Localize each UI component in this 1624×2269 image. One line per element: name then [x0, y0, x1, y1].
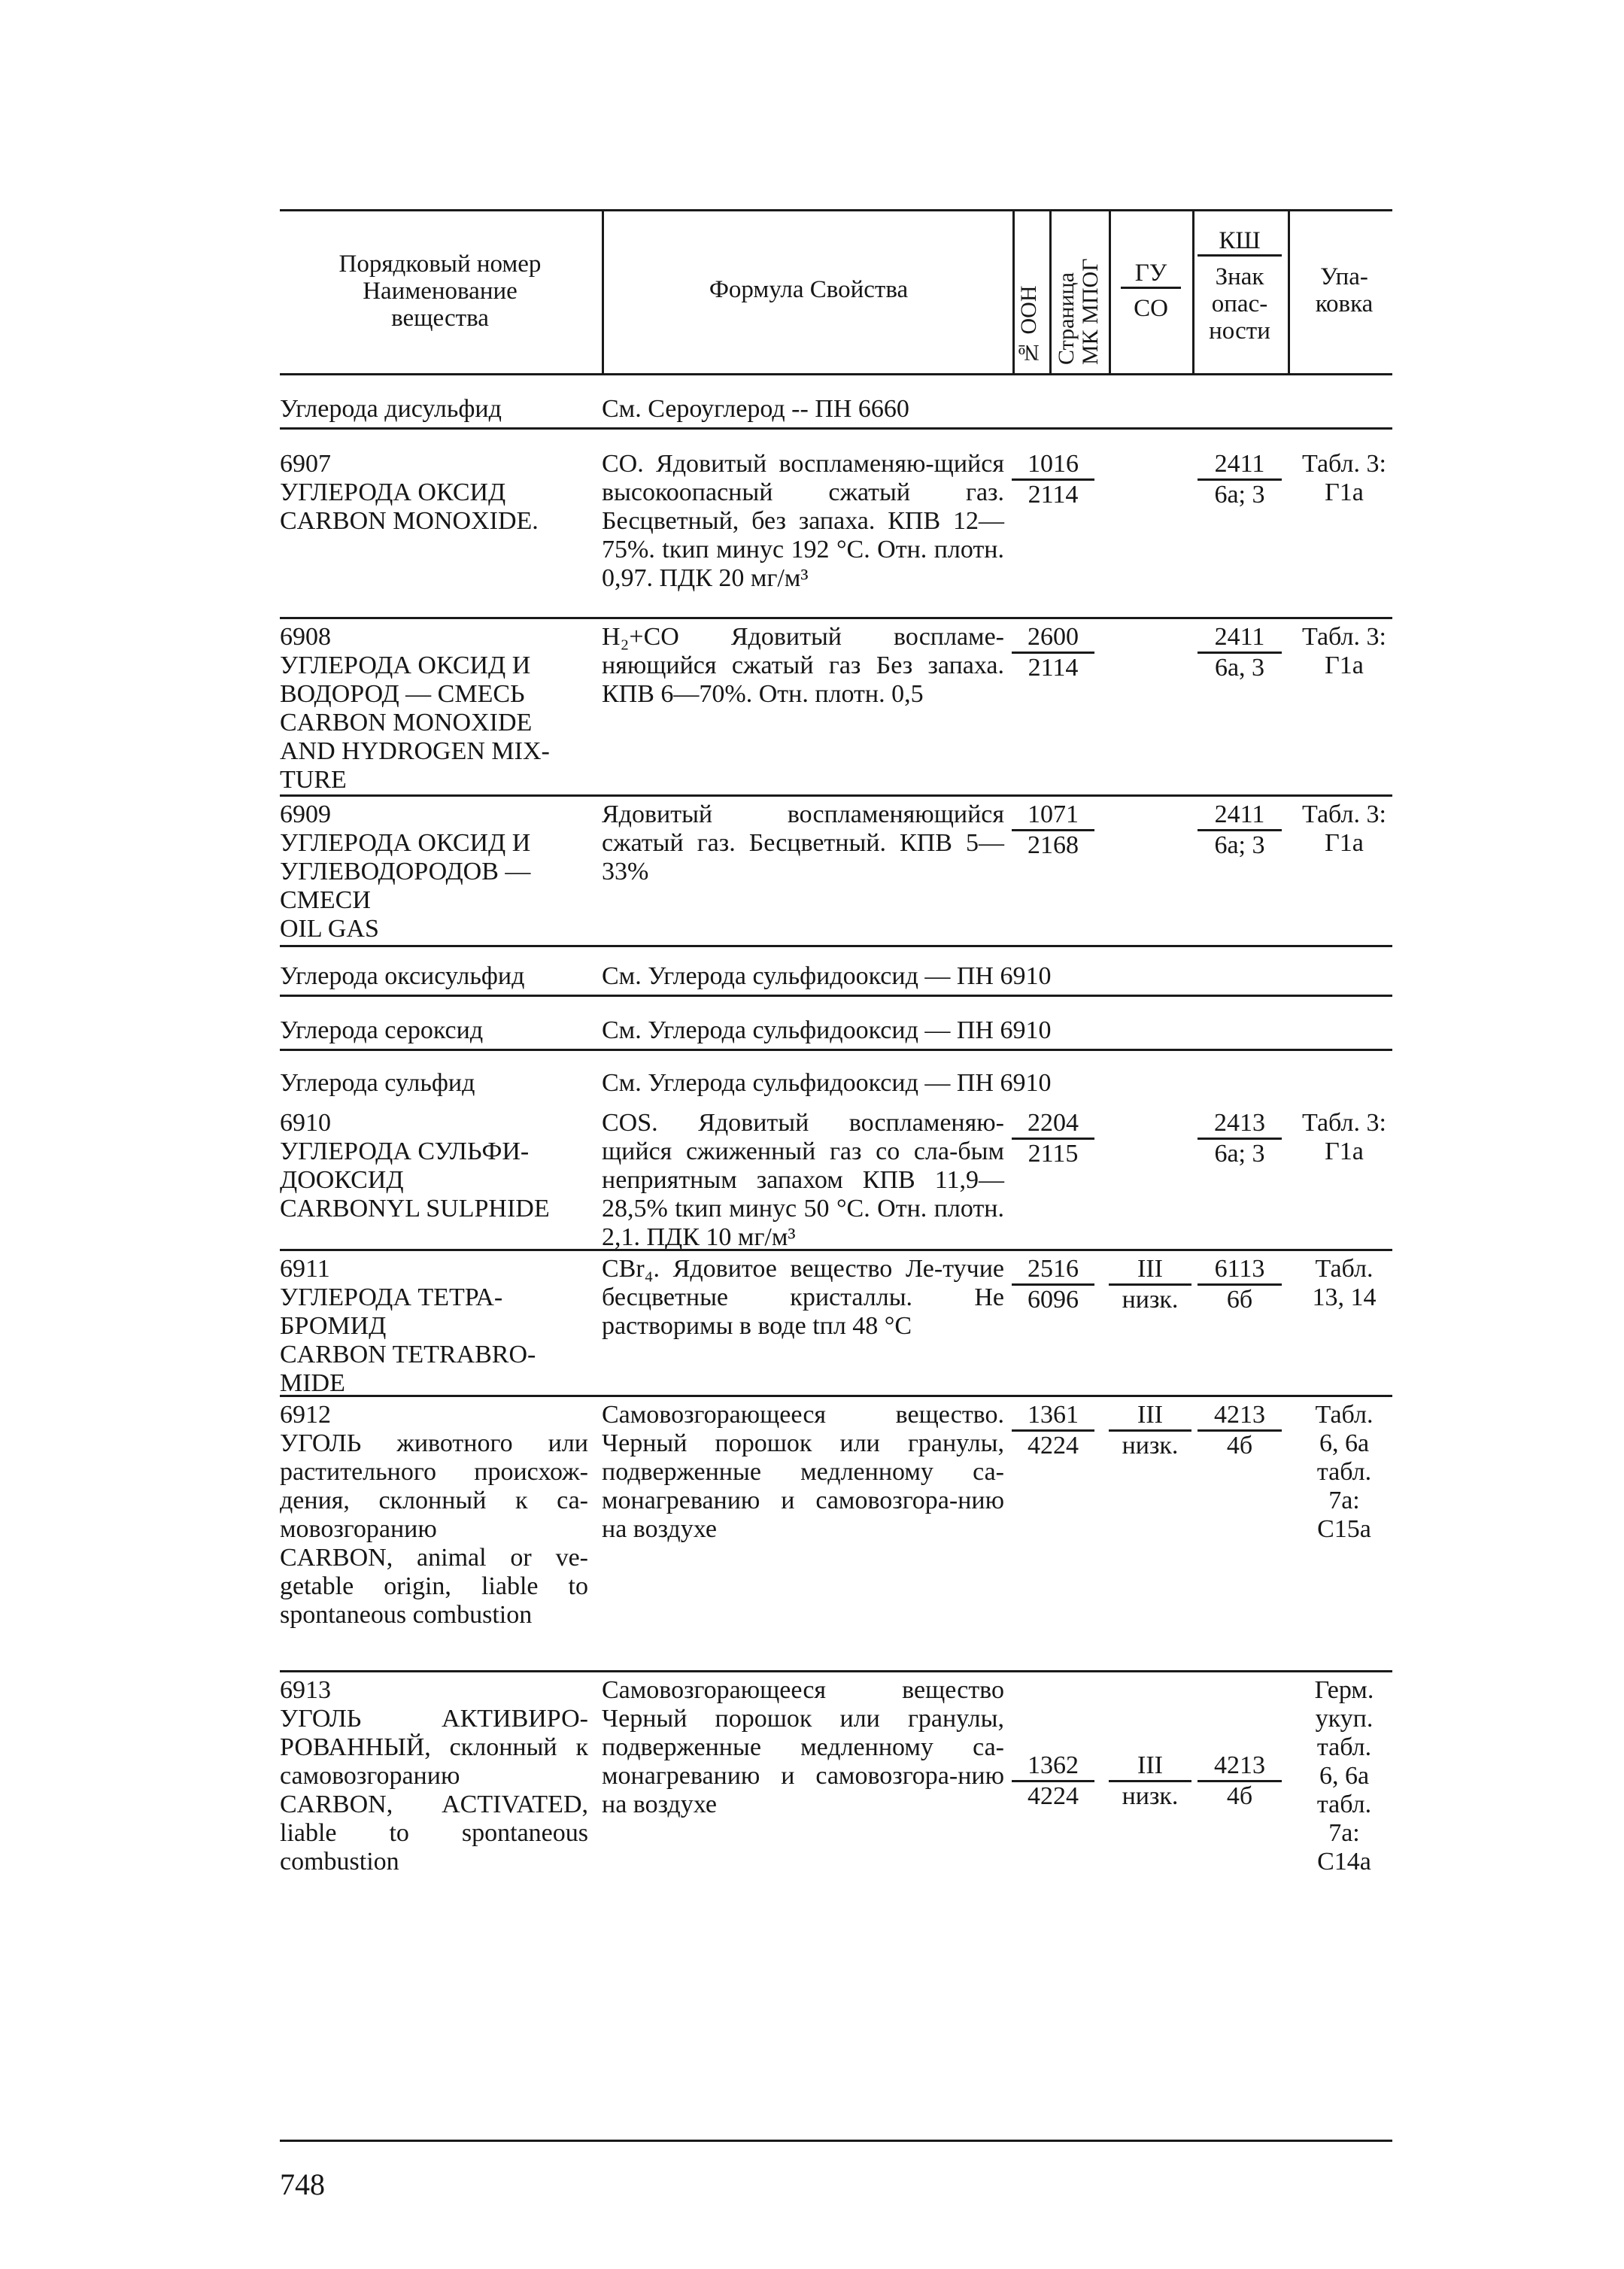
- row-rule: [280, 427, 1392, 430]
- ksh-code: 2411: [1198, 800, 1282, 831]
- un-mk-fraction: [1012, 623, 1094, 682]
- row-rule: [280, 617, 1392, 619]
- ksh-fraction: [1198, 450, 1282, 509]
- entry-properties: Самовозгорающееся вещество Черный порошок или гранулы, подверженные медленному са-монагреванию и самовозгора-нию на воздухе: [602, 1676, 1004, 1818]
- header-sep-4: [1109, 209, 1111, 373]
- header-sep-5: [1192, 209, 1194, 373]
- ksh-code: 4213: [1198, 1751, 1282, 1782]
- header-sep-6: [1288, 209, 1290, 373]
- ref-name: Углерода дисульфид: [280, 395, 502, 423]
- packaging: Герм. укуп. табл. 6, 6а табл. 7а: С14а: [1314, 1676, 1374, 1876]
- co-level: низк.: [1122, 1286, 1179, 1314]
- un-number: 1361: [1012, 1401, 1094, 1432]
- header-un-number: № ООН: [1016, 285, 1041, 365]
- ref-text: См. Сероуглерод -- ПН 6660: [602, 395, 909, 423]
- co-level: низк.: [1122, 1432, 1179, 1460]
- packaging: Табл. 3: Г1а: [1302, 623, 1386, 679]
- row-rule: [280, 1670, 1392, 1672]
- un-number: 2600: [1012, 623, 1094, 654]
- ref-name: Углерода оксисульфид: [280, 962, 525, 990]
- entry-properties: COS. Ядовитый воспламеняю-щийся сжиженный газ со сла-бым неприятным запахом КПВ 11,9—28,5% tкип минус 50 °C. Отн. плотн. 2,1. ПДК 10 мг/м³: [602, 1109, 1004, 1251]
- un-number: 2516: [1012, 1255, 1094, 1286]
- ref-text: См. Углерода сульфидооксид — ПН 6910: [602, 1016, 1052, 1044]
- gu-co-fraction: [1109, 1751, 1191, 1811]
- un-mk-fraction: [1012, 1109, 1094, 1168]
- ksh-code: 6113: [1198, 1255, 1282, 1286]
- row-rule: [280, 1249, 1392, 1251]
- row-rule: [280, 794, 1392, 797]
- row-rule: [280, 1395, 1392, 1397]
- gu-group: III: [1109, 1255, 1191, 1286]
- entry-name: 6912 УГОЛЬ животного или растительного происхож-дения, склонный к са-мовозгоранию CARBON, animal or ve-getable origin, liable to spontaneous combustion: [280, 1401, 588, 1629]
- mk-page: 4224: [1028, 1432, 1079, 1460]
- entry-name: 6907 УГЛЕРОДА ОКСИД CARBON MONOXIDE.: [280, 450, 539, 535]
- entry-name: 6910 УГЛЕРОДА СУЛЬФИ- ДООКСИД CARBONYL SULPHIDE: [280, 1109, 550, 1223]
- mk-page: 6096: [1028, 1286, 1079, 1314]
- row-rule: [280, 995, 1392, 997]
- un-number: 1362: [1012, 1751, 1094, 1782]
- ref-text: См. Углерода сульфидооксид — ПН 6910: [602, 962, 1052, 990]
- header-name: Порядковый номер Наименование вещества: [338, 251, 542, 332]
- entry-name: 6911 УГЛЕРОДА ТЕТРА- БРОМИД CARBON TETRABRO- MIDE: [280, 1255, 536, 1397]
- gu-group: III: [1109, 1751, 1191, 1782]
- un-mk-fraction: [1012, 800, 1094, 860]
- packaging: Табл. 13, 14: [1312, 1255, 1377, 1311]
- un-number: 1071: [1012, 800, 1094, 831]
- entry-name: 6908 УГЛЕРОДА ОКСИД И ВОДОРОД — СМЕСЬ CARBON MONOXIDE AND HYDROGEN MIX- TURE: [280, 623, 550, 794]
- hazard-sign: 6б: [1226, 1286, 1253, 1314]
- gu-co-fraction: [1109, 1255, 1191, 1314]
- row-rule: [280, 945, 1392, 947]
- header-sep-2: [1012, 209, 1015, 373]
- header-co: СО: [1134, 295, 1168, 322]
- packaging: Табл. 3: Г1а: [1302, 450, 1386, 506]
- header-sep-1: [602, 209, 604, 373]
- header-ksh: КШ: [1198, 227, 1282, 257]
- ksh-code: 4213: [1198, 1401, 1282, 1432]
- hazard-sign: 6а; 3: [1214, 831, 1265, 859]
- ksh-fraction: [1198, 1751, 1282, 1811]
- packaging: Табл. 6, 6а табл. 7а: С15а: [1315, 1401, 1374, 1543]
- ref-name: Углерода сероксид: [280, 1016, 484, 1044]
- ksh-fraction: [1198, 1401, 1282, 1460]
- un-mk-fraction: [1012, 450, 1094, 509]
- un-mk-fraction: [1012, 1255, 1094, 1314]
- un-mk-fraction: [1012, 1401, 1094, 1460]
- hazard-sign: 4б: [1226, 1432, 1253, 1460]
- ref-name: Углерода сульфид: [280, 1069, 475, 1097]
- ksh-code: 2411: [1198, 450, 1282, 481]
- entry-properties: H₂+CO Ядовитый воспламе-няющийся сжатый газ Без запаха. КПВ 6—70%. Отн. плотн. 0,5: [602, 623, 1004, 708]
- page-number: 748: [280, 2167, 325, 2201]
- hazard-sign: 6а; 3: [1214, 481, 1265, 509]
- entry-name: 6909 УГЛЕРОДА ОКСИД И УГЛЕВОДОРОДОВ — СМЕСИ OIL GAS: [280, 800, 531, 943]
- mk-page: 2114: [1028, 481, 1079, 509]
- header-hazard-sign: Знак опас- ности: [1209, 263, 1270, 345]
- co-level: низк.: [1122, 1782, 1179, 1810]
- header-formula: Формула Свойства: [709, 276, 909, 303]
- entry-name: 6913 УГОЛЬ АКТИВИРО-РОВАННЫЙ, склонный к самовозгоранию CARBON, ACTIVATED, liable to spontaneous combustion: [280, 1676, 588, 1876]
- gu-group: III: [1109, 1401, 1191, 1432]
- entry-properties: CBr₄. Ядовитое вещество Ле-тучие бесцветные кристаллы. Не растворимы в воде tпл 48 °C: [602, 1255, 1004, 1340]
- un-number: 1016: [1012, 450, 1094, 481]
- ksh-code: 2411: [1198, 623, 1282, 654]
- ksh-fraction: [1198, 1109, 1282, 1168]
- entry-properties: Самовозгорающееся вещество. Черный порошок или гранулы, подверженные медленному са-монагреванию и самовозгора-нию на воздухе: [602, 1401, 1004, 1543]
- gu-co-fraction: [1109, 1401, 1191, 1460]
- ksh-fraction: [1198, 1255, 1282, 1314]
- hazard-sign: 4б: [1226, 1782, 1253, 1810]
- header-packaging: Упа- ковка: [1315, 263, 1374, 317]
- entry-properties: Ядовитый воспламеняющийся сжатый газ. Бесцветный. КПВ 5—33%: [602, 800, 1004, 885]
- ksh-fraction: [1198, 800, 1282, 860]
- un-mk-fraction: [1012, 1751, 1094, 1811]
- header-gu: ГУ: [1121, 260, 1181, 289]
- packaging: Табл. 3: Г1а: [1302, 1109, 1386, 1165]
- hazard-sign: 6а, 3: [1214, 654, 1265, 682]
- mk-page: 2115: [1028, 1140, 1079, 1168]
- ref-text: См. Углерода сульфидооксид — ПН 6910: [602, 1069, 1052, 1097]
- header-top-rule: [280, 209, 1392, 211]
- mk-page: 2168: [1028, 831, 1079, 859]
- hazard-sign: 6а; 3: [1214, 1140, 1265, 1168]
- packaging: Табл. 3: Г1а: [1302, 800, 1386, 857]
- un-number: 2204: [1012, 1109, 1094, 1140]
- entry-properties: CO. Ядовитый воспламеняю-щийся высокоопасный сжатый газ. Бесцветный, без запаха. КПВ 12—75%. tкип минус 192 °C. Отн. плотн. 0,97. ПДК 20 мг/м³: [602, 450, 1004, 592]
- footer-rule: [280, 2140, 1392, 2142]
- ksh-code: 2413: [1198, 1109, 1282, 1140]
- row-rule: [280, 1049, 1392, 1051]
- mk-page: 2114: [1028, 654, 1079, 682]
- header-sep-3: [1049, 209, 1052, 373]
- ksh-fraction: [1198, 623, 1282, 682]
- header-mk-page: Страница МК МПОГ: [1054, 258, 1103, 365]
- header-bottom-rule: [280, 373, 1392, 375]
- mk-page: 4224: [1028, 1782, 1079, 1810]
